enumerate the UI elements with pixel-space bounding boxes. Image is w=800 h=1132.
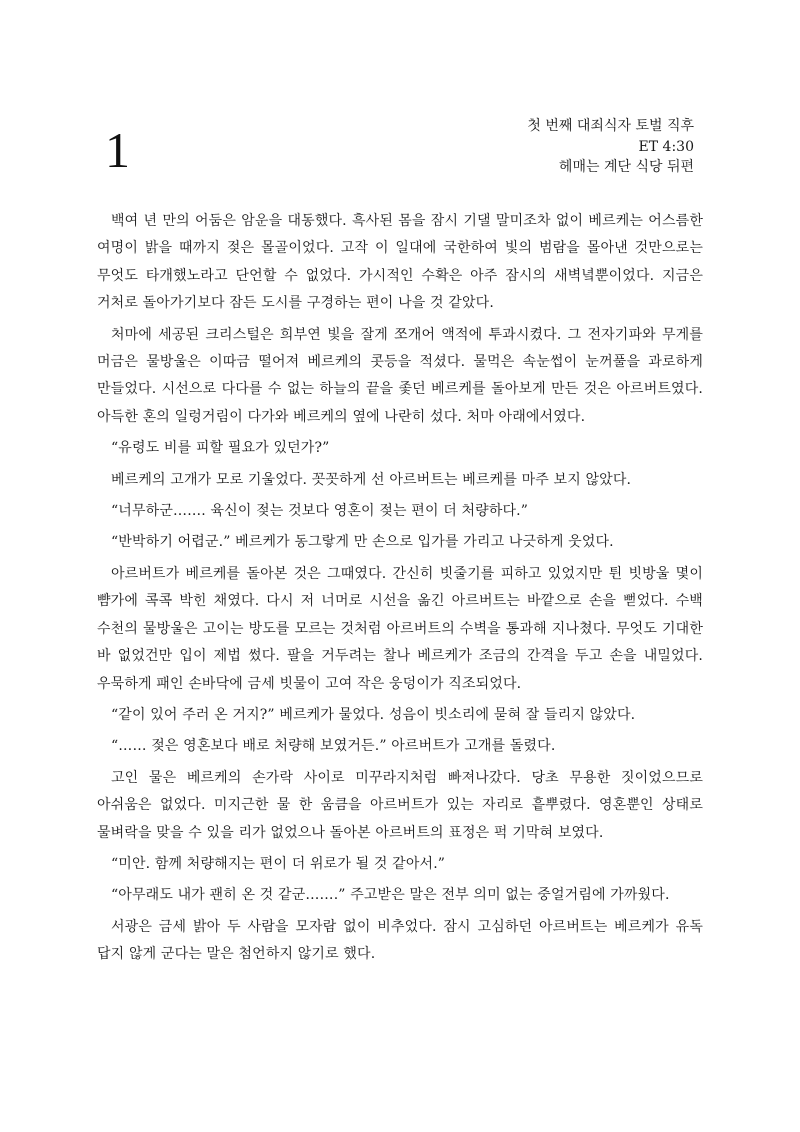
chapter-time: ET 4:30 <box>638 138 694 155</box>
paragraph: “미안. 함께 처량해지는 편이 더 위로가 될 것 같아서.” <box>111 855 446 872</box>
paragraph: 고인 물은 베르케의 손가락 사이로 미꾸라지처럼 빠져나갔다. 당초 무용한 짓이었으므로 아쉬움은 없었다. 미지근한 물 한 움큼을 아르버트가 있는 자리로 흩뿌렸다. 영혼뿐인 상태로 물벼락을 맞을 수 있을 리가 없었으나 돌아본 아르버트의 표정은 퍽 기막혀 보였다. <box>97 769 703 841</box>
story-body <box>97 208 703 973</box>
paragraph: 백여 년 만의 어둠은 암운을 대동했다. 흑사된 몸을 잠시 기댈 말미조차 없이 베르케는 어스름한 여명이 밝을 때까지 젖은 몰골이었다. 고작 이 일대에 국한하여 빛의 범람을 몰아낸 것만으로는 무엇도 타개했노라고 단언할 수 없었다. 가시적인 수확은 아주 잠시의 새벽녘뿐이었다. 지금은 거처로 돌아가기보다 잠든 도시를 구경하는 편이 나을 것 같았다. <box>97 213 703 312</box>
paragraph: “너무하군……. 육신이 젖는 것보다 영혼이 젖는 편이 더 처량하다.” <box>111 503 529 520</box>
paragraph: “같이 있어 주러 온 거지?” 베르케가 물었다. 성음이 빗소리에 묻혀 잘 들리지 않았다. <box>111 706 636 723</box>
chapter-subtitle: 첫 번째 대죄식자 토벌 직후 <box>527 118 694 134</box>
paragraph: 처마에 세공된 크리스털은 희부연 빛을 잘게 쪼개어 액적에 투과시켰다. 그 전자기파와 무게를 머금은 물방울은 이따금 떨어져 베르케의 콧등을 적셨다. 물먹은 속눈썹이 눈꺼풀을 과로하게 만들었다. 시선으로 다다를 수 없는 하늘의 끝을 좇던 베르케를 돌아보게 만든 것은 아르버트였다. 아득한 혼의 일렁거림이 다가와 베르케의 옆에 나란히 섰다. 처마 아래에서였다. <box>97 326 703 425</box>
paragraph: “유령도 비를 피할 필요가 있던가?” <box>111 440 330 457</box>
paragraph: 아르버트가 베르케를 돌아본 것은 그때였다. 간신히 빗줄기를 피하고 있었지만 튄 빗방울 몇이 뺨가에 콕콕 박힌 채였다. 다시 저 너머로 시선을 옮긴 아르버트는 바깥으로 손을 뻗었다. 수백 수천의 물방울은 고이는 방도를 모르는 것처럼 아르버트의 수벽을 통과해 지나쳤다. 무엇도 기대한 바 없었건만 입이 제법 썼다. 팔을 거두려는 찰나 베르케가 조금의 간격을 두고 손을 내밀었다. 우묵하게 패인 손바닥에 금세 빗물이 고여 작은 웅덩이가 직조되었다. <box>97 565 703 692</box>
paragraph: 서광은 금세 밝아 두 사람을 모자람 없이 비추었다. 잠시 고심하던 아르버트는 베르케가 유독 답지 않게 군다는 말은 첨언하지 않기로 했다. <box>97 918 703 963</box>
chapter-number: 1 <box>105 122 130 178</box>
chapter-meta <box>527 116 694 178</box>
paragraph: 베르케의 고개가 모로 기울었다. 꼿꼿하게 선 아르버트는 베르케를 마주 보지 않았다. <box>111 471 632 488</box>
chapter-location: 헤매는 계단 식당 뒤편 <box>558 159 694 175</box>
paragraph: “아무래도 내가 괜히 온 것 같군…….” 주고받은 말은 전부 의미 없는 중얼거림에 가까웠다. <box>111 887 670 904</box>
paragraph: “…… 젖은 영혼보다 배로 처량해 보였거든.” 아르버트가 고개를 돌렸다. <box>111 738 556 755</box>
paragraph: “반박하기 어렵군.” 베르케가 동그랗게 만 손으로 입가를 가리고 나긋하게 웃었다. <box>111 534 614 551</box>
